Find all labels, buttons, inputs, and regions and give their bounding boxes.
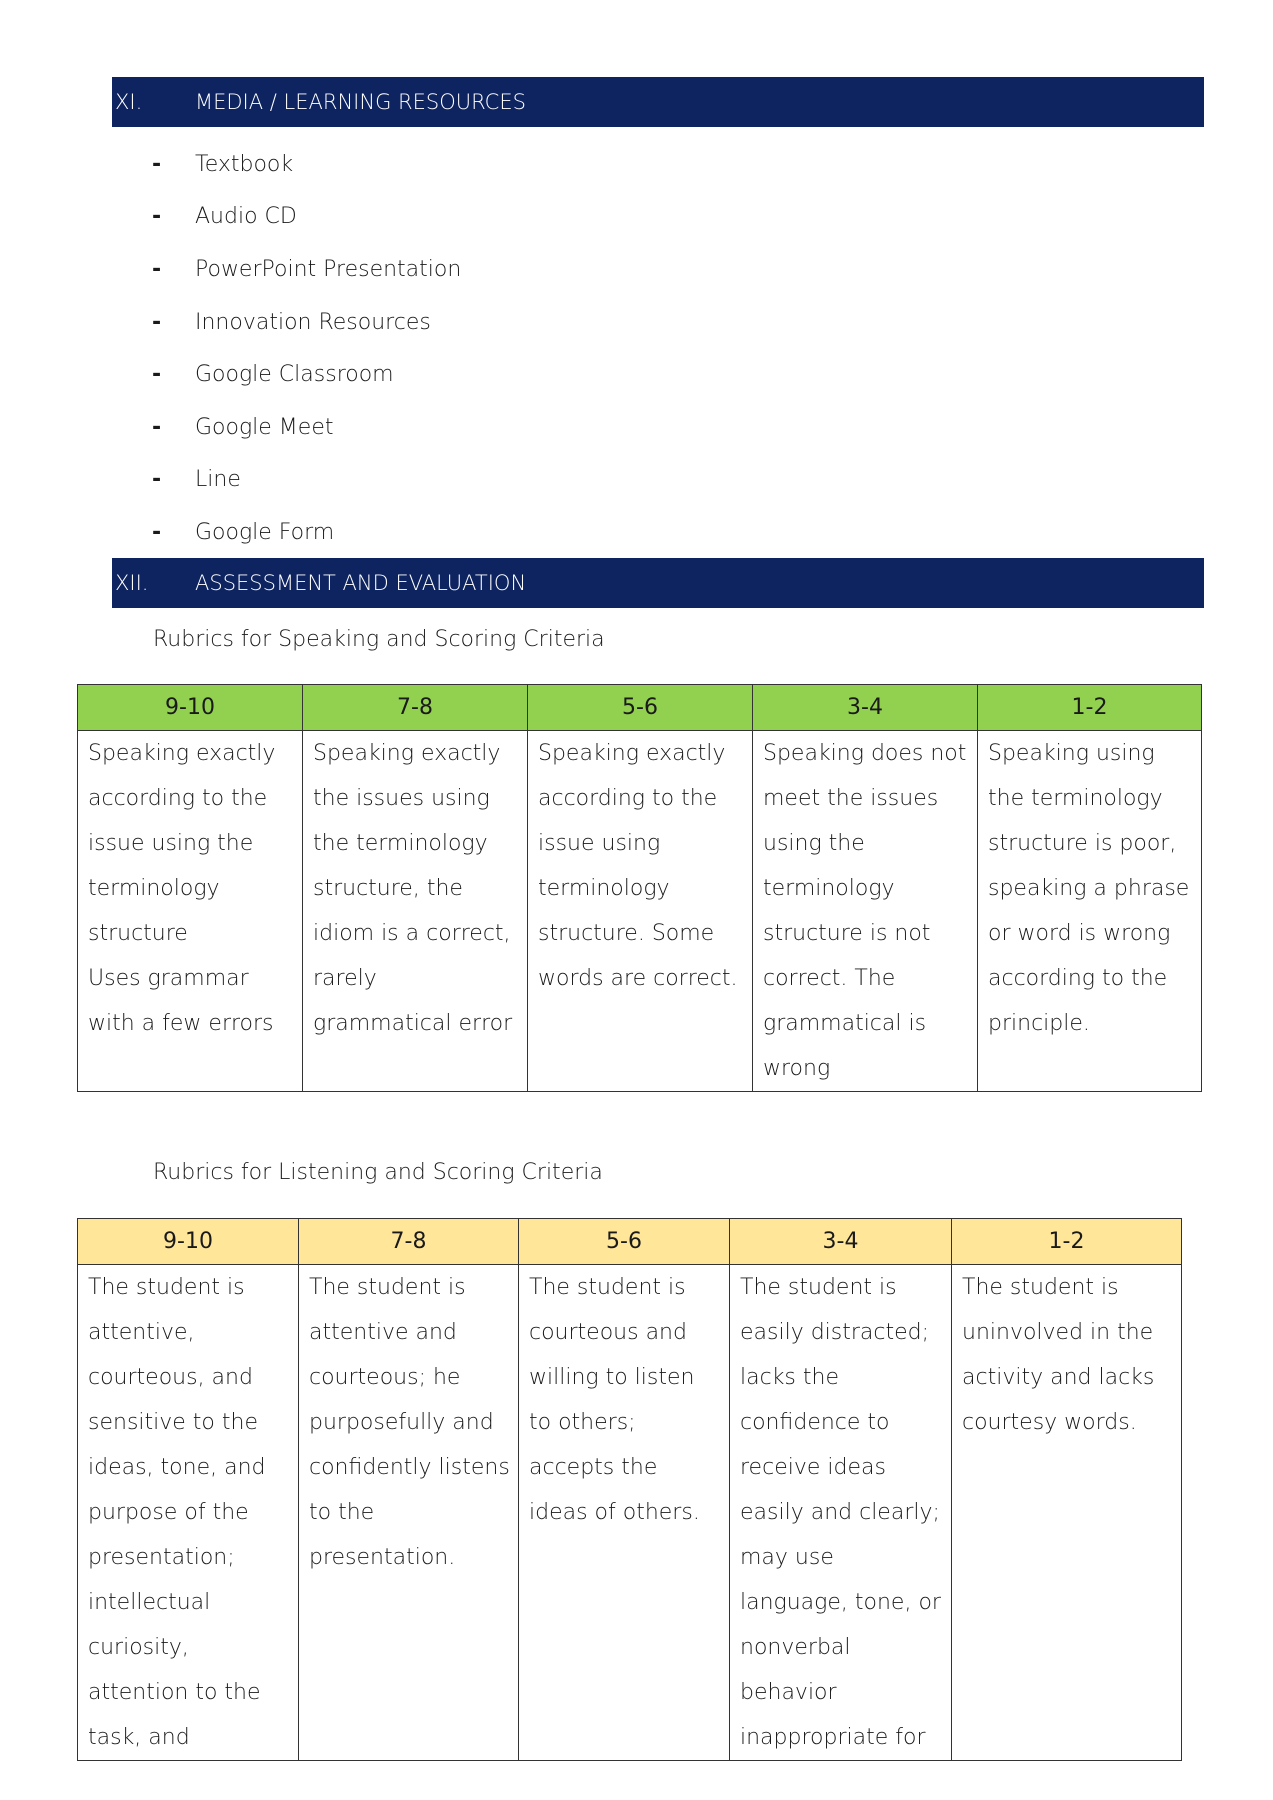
section-header-media <box>112 77 1204 127</box>
bullet-dash: - <box>152 256 162 282</box>
score-header: 1-2 <box>952 1219 1182 1265</box>
bullet-dash: - <box>152 204 162 230</box>
list-item <box>150 191 461 244</box>
table-row <box>78 731 1202 1092</box>
section-title: MEDIA / LEARNING RESOURCES <box>195 90 526 114</box>
criteria-cell: Speaking using the terminology structure is poor, speaking a phrase or word is wrong according to the principle. <box>978 731 1202 1092</box>
score-header: 9-10 <box>78 685 303 731</box>
score-header: 5-6 <box>528 685 753 731</box>
list-item <box>150 138 461 191</box>
criteria-cell: The student is uninvolved in the activity and lacks courtesy words. <box>952 1265 1182 1761</box>
list-item <box>150 454 461 507</box>
speaking-rubric-table <box>77 684 1202 1092</box>
score-header: 3-4 <box>753 685 978 731</box>
list-item <box>150 506 461 559</box>
table-header-row <box>78 685 1202 731</box>
bullet-dash: - <box>152 309 162 335</box>
section-number: XII. <box>115 571 149 595</box>
resource-label: Innovation Resources <box>195 309 431 335</box>
listening-rubric-caption: Rubrics for Listening and Scoring Criteria <box>153 1160 603 1185</box>
criteria-cell: Speaking exactly according to the issue using terminology structure. Some words are correct. <box>528 731 753 1092</box>
table-header-row <box>78 1219 1182 1265</box>
list-item <box>150 401 461 454</box>
resource-label: Line <box>195 467 241 493</box>
section-number: XI. <box>115 90 143 114</box>
score-header: 1-2 <box>978 685 1202 731</box>
resource-label: PowerPoint Presentation <box>195 256 462 282</box>
score-header: 5-6 <box>519 1219 730 1265</box>
list-item <box>150 348 461 401</box>
speaking-rubric-caption: Rubrics for Speaking and Scoring Criteria <box>153 627 605 652</box>
criteria-cell: The student is attentive and courteous; he purposefully and confidently listens to the presentation. <box>299 1265 519 1761</box>
bullet-dash: - <box>152 414 162 440</box>
resource-label: Google Classroom <box>195 362 394 388</box>
criteria-cell: Speaking exactly according to the issue using the terminology structure Uses grammar with a few errors <box>78 731 303 1092</box>
criteria-cell: Speaking does not meet the issues using the terminology structure is not correct. The grammatical is wrong <box>753 731 978 1092</box>
score-header: 7-8 <box>299 1219 519 1265</box>
bullet-dash: - <box>152 519 162 545</box>
score-header: 9-10 <box>78 1219 299 1265</box>
criteria-cell: Speaking exactly the issues using the terminology structure, the idiom is a correct, rarely grammatical error <box>303 731 528 1092</box>
resource-label: Textbook <box>195 151 294 177</box>
criteria-cell: The student is courteous and willing to listen to others; accepts the ideas of others. <box>519 1265 730 1761</box>
resource-label: Audio CD <box>195 204 297 230</box>
section-header-assessment <box>112 558 1204 608</box>
score-header: 3-4 <box>730 1219 952 1265</box>
listening-rubric-table <box>77 1218 1182 1761</box>
list-item <box>150 243 461 296</box>
resource-label: Google Form <box>195 519 335 545</box>
section-title: ASSESSMENT AND EVALUATION <box>195 571 527 595</box>
criteria-cell: The student is attentive, courteous, and sensitive to the ideas, tone, and purpose of the presentation; intellectual curiosity, attention to the task, and <box>78 1265 299 1761</box>
criteria-cell: The student is easily distracted; lacks the confidence to receive ideas easily and clearly; may use language, tone, or nonverbal behavior inappropriate for <box>730 1265 952 1761</box>
score-header: 7-8 <box>303 685 528 731</box>
table-row <box>78 1265 1182 1761</box>
bullet-dash: - <box>152 362 162 388</box>
resource-label: Google Meet <box>195 414 334 440</box>
list-item <box>150 296 461 349</box>
bullet-dash: - <box>152 467 162 493</box>
resource-list <box>150 138 461 559</box>
bullet-dash: - <box>152 151 162 177</box>
